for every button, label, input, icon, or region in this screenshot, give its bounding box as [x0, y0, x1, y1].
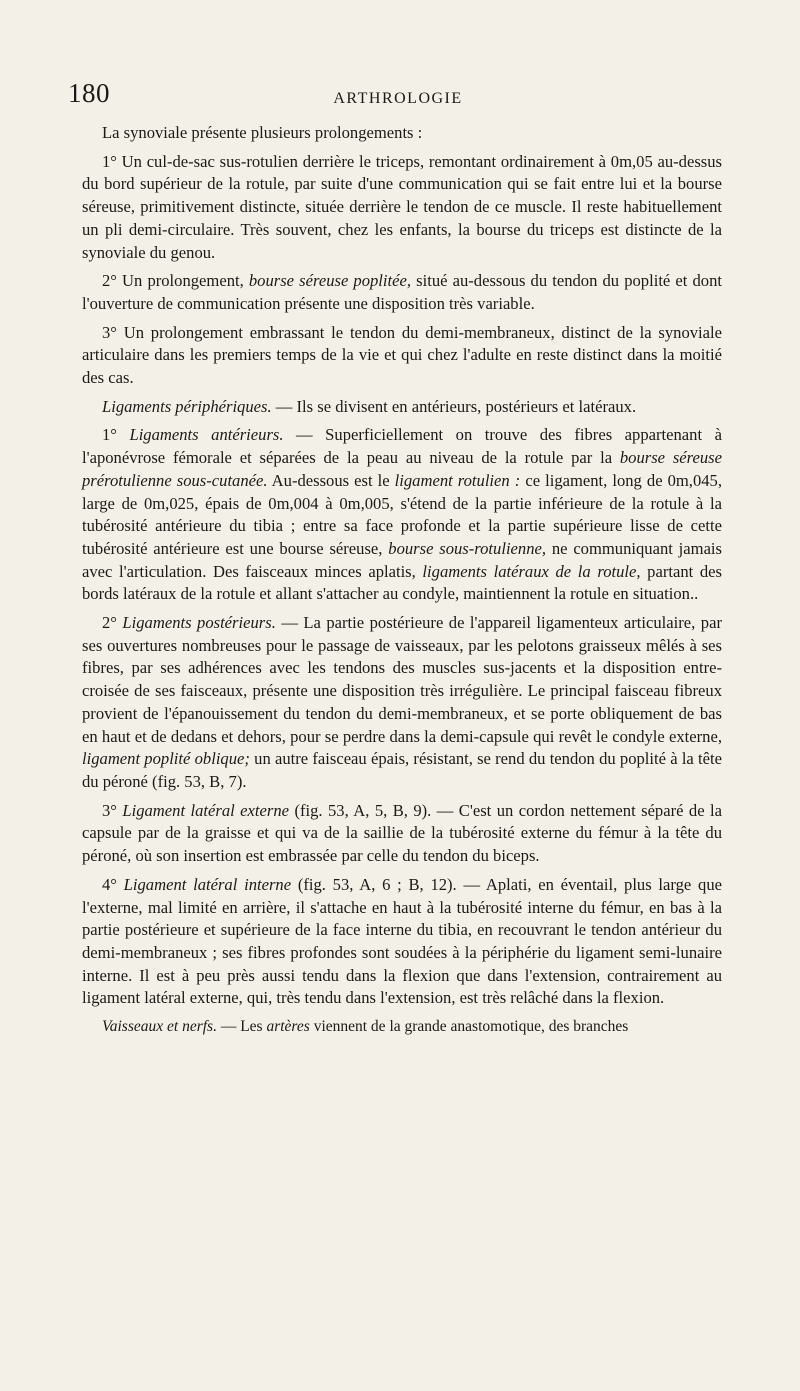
text: 2° Un prolongement, — [102, 271, 249, 291]
text: — Les — [216, 1018, 267, 1036]
section-heading: Ligament latéral interne — [123, 874, 292, 894]
text: (fig. 53, A, 5, B, 9). — C'est un cordon nettement séparé de la capsule par de la graisse et qui va de la saillie de la tubérosité externe du fémur à la tête du péroné, où son insertion est embrassée par celle du tendon du biceps. — [82, 800, 722, 866]
paragraph-prolongement-2 — [82, 270, 722, 315]
text: ne communiquant jamais avec l'articulation. Des faisceaux minces aplatis, — [82, 538, 722, 581]
italic-term: artères — [266, 1018, 310, 1036]
section-heading: Ligaments périphériques. — [102, 396, 272, 416]
running-title: ARTHROLOGIE — [333, 90, 463, 107]
paragraph-synoviale-intro — [82, 122, 722, 145]
page-number: 180 — [68, 78, 110, 108]
paragraph-prolongement-1 — [82, 151, 722, 265]
italic-term: bourse séreuse poplitée, — [248, 271, 412, 291]
text: 3° — [102, 800, 123, 820]
text: — Superficiellement on trouve des fibres appartenant à l'aponévrose fémorale et séparées de la peau au niveau de la rotule par la — [82, 425, 722, 468]
paragraph-ligaments-anterieurs — [82, 424, 722, 606]
paragraph-vaisseaux-nerfs — [82, 1016, 722, 1039]
text: 1° Un cul-de-sac sus-rotulien derrière le triceps, remontant ordinairement à 0m,05 au-dessus du bord supérieur de la rotule, par suite d'une communication qui se fait entre lui et la bourse séreuse, primitivement distincte, située derrière le tendon de ce muscle. Il reste habituellement un pli demi-circulaire. Très souvent, chez les enfants, la bourse du triceps est distincte de la synoviale du genou. — [82, 151, 722, 262]
text: La synoviale présente plusieurs prolongements : — [102, 123, 423, 142]
paragraph-ligaments-peripheriques — [82, 396, 722, 419]
italic-term: bourse sous-rotulienne, — [388, 538, 547, 558]
text: partant des bords latéraux de la rotule et allant s'attacher au condyle, maintiennent la rotule en situation.. — [82, 561, 722, 604]
text: — La partie postérieure de l'appareil ligamenteux articulaire, par ses ouvertures nombreuses pour le passage de vaisseaux, par les pelotons graisseux mêlés à ses fibres, par ses adhérences avec les tendons des muscles sus-jacents et la disposition entre-croisée de ses faisceaux, présente une disposition très irrégulière. Le principal faisceau fibreux provient de l'épanouissement du tendon du demi-membraneux, et se porte obliquement de bas en haut et de dedans et dehors, pour se perdre dans la demi-capsule qui revêt le condyle externe, — [82, 613, 722, 746]
text: 4° — [102, 874, 124, 894]
text: (fig. 53, A, 6 ; B, 12). — Aplati, en éventail, plus large que l'externe, mal limité en arrière, il s'attache en haut à la tubérosité interne du fémur, en bas à la partie postérieure et supérieure de la face interne du tibia, en recouvrant le tendon antérieur du demi-membraneux ; ses fibres profondes sont soudées à la périphérie du ligament semi-lunaire interne. Il est à peu près aussi tendu dans la flexion que dans l'extension, contrairement au ligament latéral externe, qui, très tendu dans l'extension, est très relâché dans la flexion. — [82, 874, 722, 1008]
text: Au-dessous est le — [267, 470, 395, 490]
paragraph-ligament-lateral-interne — [82, 874, 722, 1010]
text: 3° Un prolongement embrassant le tendon du demi-membraneux, distinct de la synoviale articulaire dans les premiers temps de la vie et qui chez l'adulte en reste distinct dans la moitié des cas. — [82, 322, 722, 388]
paragraph-ligament-lateral-externe — [82, 800, 722, 868]
text: — Ils se divisent en antérieurs, postérieurs et latéraux. — [271, 396, 637, 416]
italic-term: ligaments latéraux de la rotule, — [422, 561, 641, 581]
italic-term: bourse séreuse prérotulienne sous-cutanée. — [82, 448, 722, 490]
page-header — [68, 78, 728, 118]
text: un autre faisceau épais, résistant, se rend du tendon du poplité à la tête du péroné (fig. 53, B, 7). — [82, 749, 722, 791]
page-body — [82, 122, 722, 1045]
italic-term: ligament rotulien : — [394, 470, 521, 490]
text: 1° — [102, 425, 130, 445]
italic-term: ligament poplité oblique; — [82, 749, 250, 769]
paragraph-prolongement-3 — [82, 322, 722, 390]
paragraph-ligaments-posterieurs — [82, 612, 722, 794]
text: situé au-dessous du tendon du poplité et dont l'ouverture de communication présente une disposition très variable. — [82, 271, 723, 313]
section-heading: Ligaments antérieurs. — [129, 425, 284, 445]
text: ce ligament, long de 0m,045, large de 0m,025, épais de 0m,004 à 0m,005, s'étend de la partie inférieure de la rotule à la tubérosité antérieure du tibia ; entre sa face profonde et la partie supérieure lisse de cette tubérosité antérieure est une bourse séreuse, — [82, 470, 722, 558]
text: 2° — [102, 613, 123, 633]
section-heading: Ligament latéral externe — [122, 800, 290, 820]
text: viennent de la grande anastomotique, des branches — [309, 1018, 629, 1036]
section-heading: Ligaments postérieurs. — [122, 613, 276, 633]
section-heading: Vaisseaux et nerfs. — [102, 1018, 217, 1036]
